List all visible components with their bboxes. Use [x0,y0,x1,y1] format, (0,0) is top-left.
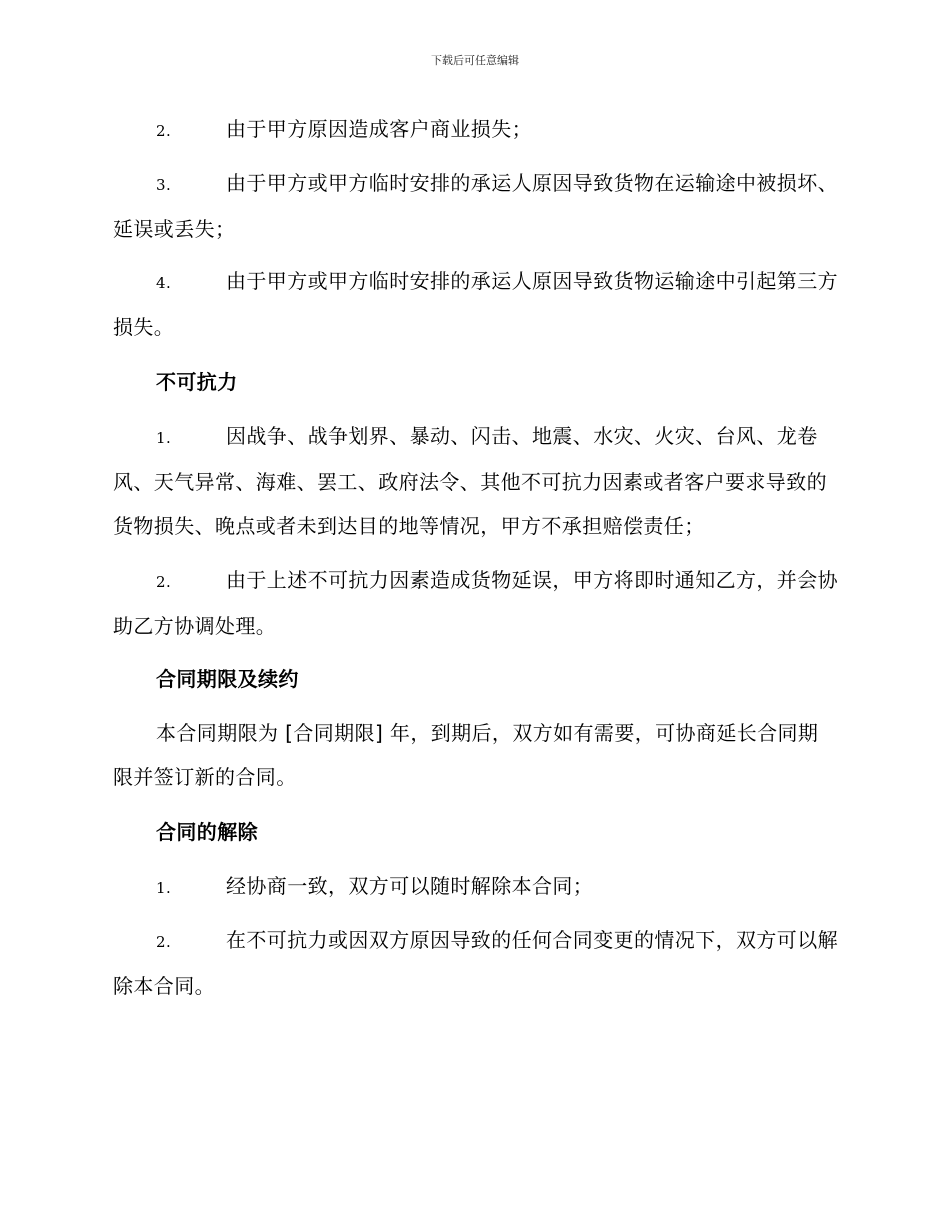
list-item [113,918,838,1008]
item-number: 2. [156,122,172,140]
item-text: 经协商一致，双方可以随时解除本合同； [226,874,594,898]
item-text: 由于甲方或甲方临时安排的承运人原因导致货物运输途中引起第三方损失。 [113,269,838,339]
paragraph [113,711,838,799]
list-item [113,107,838,153]
item-text: 因战争、战争划界、暴动、闪击、地震、水灾、火灾、台风、龙卷风、天气异常、海难、罢工、政府法令、其他不可抗力因素或者客户要求导致的货物损失、晚点或者未到达目的地等情况，甲方不承担赔偿责任； [113,424,827,538]
item-text: 由于甲方原因造成客户商业损失； [226,117,532,141]
list-item [113,161,838,251]
list-item [113,259,838,349]
list-item [113,414,838,548]
item-number: 2. [156,933,172,951]
section-heading: 合同期限及续约 [156,667,299,691]
list-item [113,864,838,910]
item-number: 1. [156,879,172,897]
list-item [113,558,838,648]
paragraph-text: 本合同期限为 [合同期限] 年，到期后，双方如有需要，可协商延长合同期限并签订新的合同。 [113,721,819,789]
item-text: 在不可抗力或因双方原因导致的任何合同变更的情况下，双方可以解除本合同。 [113,928,838,998]
item-number: 3. [156,176,172,194]
item-text: 由于上述不可抗力因素造成货物延误，甲方将即时通知乙方，并会协助乙方协调处理。 [113,568,838,638]
item-number: 2. [156,573,172,591]
item-number: 4. [156,274,172,292]
item-text: 由于甲方或甲方临时安排的承运人原因导致货物在运输途中被损坏、延误或丢失； [113,171,838,241]
section-heading: 不可抗力 [156,370,238,394]
page-header: 下载后可任意编辑 [431,54,519,67]
item-number: 1. [156,429,172,447]
section-heading: 合同的解除 [156,820,258,844]
